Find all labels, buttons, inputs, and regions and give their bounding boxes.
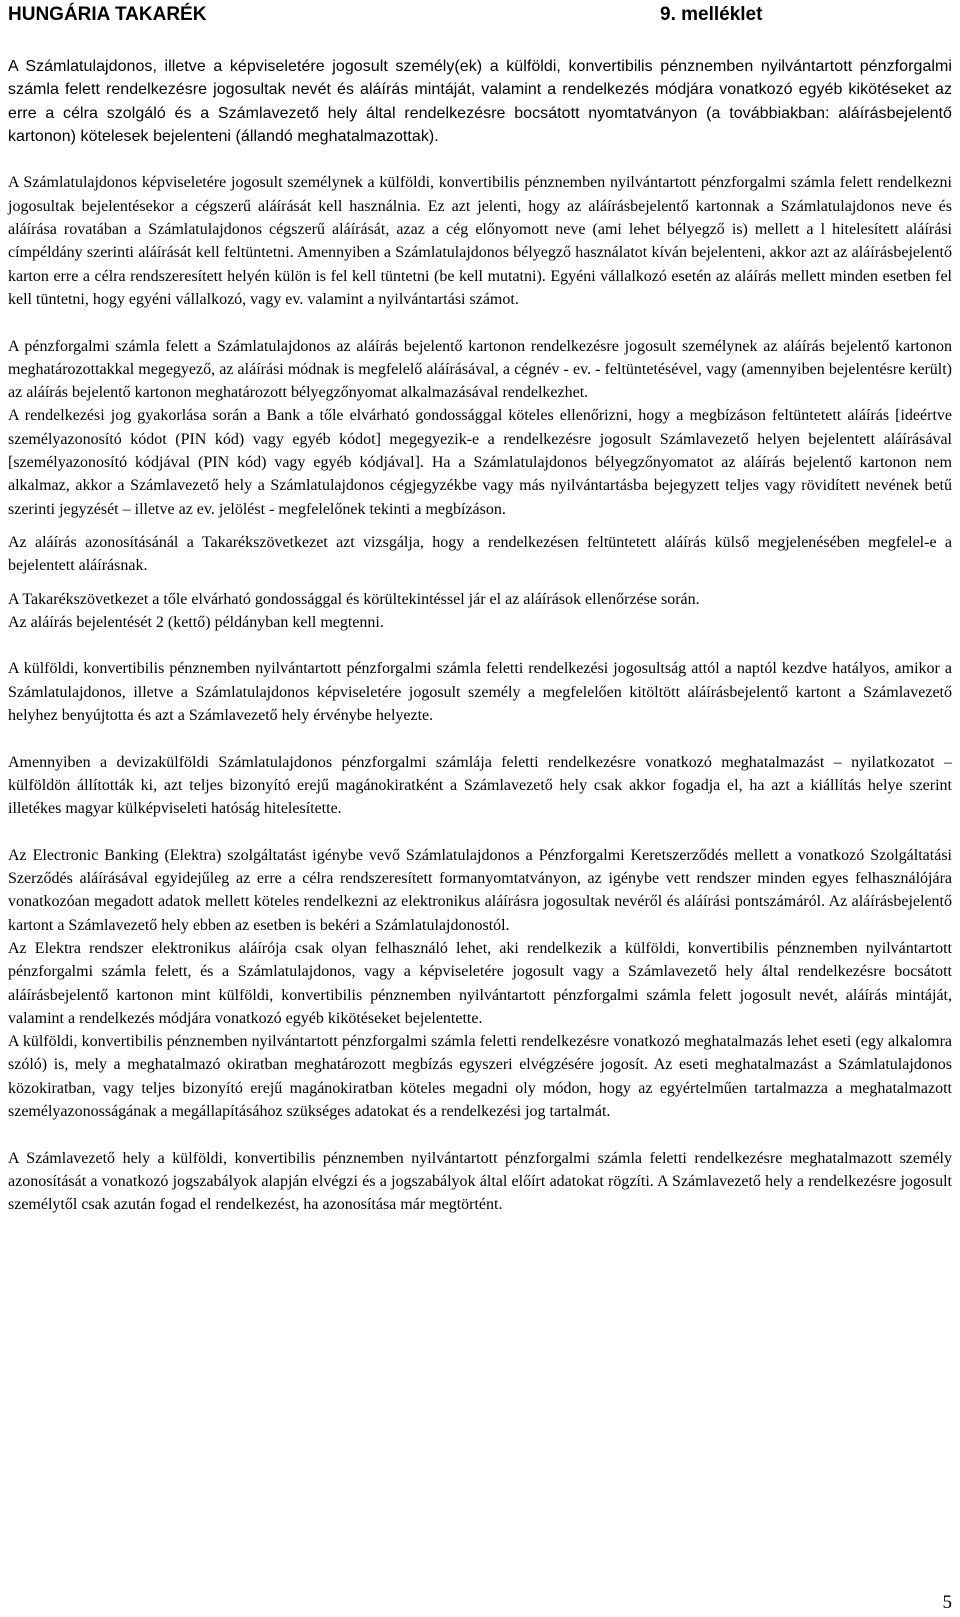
paragraph-disposal-right: A pénzforgalmi számla felett a Számlatulajdonos az aláírás bejelentő kartonon rendelkezésre jogosult személynek az aláírás bejelentő kartonon meghatározottakkal megegyező, az aláírási módnak is megfelelő aláírásával, a cégnév - ev. - feltüntetésével, vagy (amennyiben bejelentésre került) az aláírás bejelentő kartonon meghatározott bélyegzőnyomat alkalmazásával rendelkezhet. <box>8 337 952 402</box>
annex-label: 9. melléklet <box>660 4 763 25</box>
company-name: HUNGÁRIA TAKARÉK <box>8 4 207 25</box>
paragraph-bank-verification: A rendelkezési jog gyakorlása során a Bank a tőle elvárható gondossággal köteles ellenőrizni, hogy a megbízáson feltüntetett aláírás [ideértve személyazonosító kódot (PIN kód) vagy egyéb kódot] megegyezik-e a rendelkezésre jogosult Számlavezető helyen bejelentett aláírásával [személyazonosító kódjával (PIN kód) vagy egyéb kódjával]. Ha a Számlatulajdonos bélyegzőnyomatot az aláírás bejelentő kartonon nem alkalmaz, akkor a Számlavezető hely a Számlatulajdonos cégjegyzékbe vagy más nyilvántartásba bejegyzett teljes vagy rövidített nevének betű szerinti jegyzését – illetve az ev. jelölést - megfelelőnek tekinti a megbízáson. <box>8 407 952 518</box>
page-number: 5 <box>942 1592 952 1613</box>
paragraph-signature-identification: Az aláírás azonosításánál a Takarékszövetkezet azt vizsgálja, hogy a rendelkezésen feltüntetett aláírás külső megjelenésében megfelel-e a bejelentett aláírásnak. <box>8 533 952 575</box>
paragraph-company-signature: A Számlatulajdonos képviseletére jogosult személynek a külföldi, konvertibilis pénznemben nyilvántartott pénzforgalmi számla felett rendelkezni jogosultak bejelentésekor a cégszerű aláírását kell használnia. Ez azt jelenti, hogy az aláírásbejelentő kartonnak a Számlatulajdonos neve és aláírása rovatában a Számlatulajdonos cégszerű aláírását, azaz a cég előnyomott neve (ami lehet bélyegző is) mellett a l hitelesített aláírási címpéldány szerinti aláírását kell feltüntetni. Amennyiben a Számlatulajdonos bélyegző használatot kíván bejelenteni, akkor azt az aláírásbejelentő karton erre a célra rendszeresített helyén külön is fel kell tüntetni (be kell mutatni). Egyéni vállalkozó esetén az aláírás mellett minden esetben fel kell tüntetni, hogy egyéni vállalkozó, vagy ev. valamint a nyilvántartási számot. <box>8 174 952 308</box>
paragraph-foreign-authorization: Amennyiben a devizakülföldi Számlatulajdonos pénzforgalmi számlája feletti rendelkezésre vonatkozó meghatalmazást – nyilatkozatot – külföldön állították ki, azt teljes bizonyító erejű magánokiratként a Számlavezető hely csak akkor fogadja el, ha azt a kiállítás helye szerint illetékes magyar külképviseleti hatóság hitelesítette. <box>8 753 952 818</box>
paragraph-identification: A Számlavezető hely a külföldi, konvertibilis pénznemben nyilvántartott pénzforgalmi számla feletti rendelkezésre meghatalmazott személy azonosítását a vonatkozó jogszabályok alapján elvégzi és a jogszabályok által előírt adatokat rögzíti. A Számlavezető hely a rendelkezésre jogosult személytől csak azután fogad el rendelkezést, ha azonosítása már megtörtént. <box>8 1149 952 1214</box>
paragraph-electronic-banking: Az Electronic Banking (Elektra) szolgáltatást igénybe vevő Számlatulajdonos a Pénzforgalmi Keretszerződés mellett a vonatkozó Szolgáltatási Szerződés aláírásával egyidejűleg az erre a célra rendszeresített formanyomtatványon, az igénybe vett rendszer minden egyes felhasználójára vonatkozóan megadott adatok mellett köteles rendelkezni az elektronikus aláírásra jogosultak nevéről és aláírási pontszámáról. Az aláírásbejelentő kartont a Számlavezető hely ebben az esetben is bekéri a Számlatulajdonostól. <box>8 846 952 934</box>
paragraph-one-time-authorization: A külföldi, konvertibilis pénznemben nyilvántartott pénzforgalmi számla feletti rendelkezésre vonatkozó meghatalmazás lehet eseti (egy alkalomra szóló) is, mely a meghatalmazó okiratban meghatározott megbízás egyszeri elvégzésére jogosít. Az eseti meghatalmazást a Számlatulajdonos közokiratban, vagy teljes bizonyító erejű magánokiratban köteles megadni oly módon, hogy az egyértelműen tartalmazza a meghatalmazott személyazonosságának a megállapításához szükséges adatokat és a rendelkezési jog tartalmát. <box>8 1033 952 1121</box>
paragraph-two-copies: Az aláírás bejelentését 2 (kettő) példányban kell megtenni. <box>8 613 384 631</box>
paragraph-elektra-signer: Az Elektra rendszer elektronikus aláírója csak olyan felhasználó lehet, aki rendelkezik a külföldi, konvertibilis pénznemben nyilvántartott pénzforgalmi számla felett, és a Számlatulajdonos, vagy a képviseletére jogosult vagy a Számlavezető hely által rendelkezésre bocsátott aláírásbejelentő kartonon mint külföldi, konvertibilis pénznemben nyilvántartott pénzforgalmi számla felett jogosult nevét, aláírás mintáját, valamint a rendelkezés módjára vonatkozó egyéb kikötéseket bejelentette. <box>8 939 952 1027</box>
document-body <box>8 55 952 1217</box>
paragraph-due-diligence: A Takarékszövetkezet a tőle elvárható gondossággal és körültekintéssel jár el az aláírások ellenőrzése során. <box>8 590 700 608</box>
paragraph-effective-date: A külföldi, konvertibilis pénznemben nyilvántartott pénzforgalmi számla feletti rendelkezési jogosultság attól a naptól kezdve hatályos, amikor a Számlatulajdonos, illetve a Számlatulajdonos képviseletére jogosult személy a megfelelően kitöltött aláírásbejelentő kartont a Számlavezető helyhez benyújtotta és azt a Számlavezető hely érvénybe helyezte. <box>8 660 952 725</box>
paragraph-signature-registration: A Számlatulajdonos, illetve a képviseletére jogosult személy(ek) a külföldi, konvertibilis pénznemben nyilvántartott pénzforgalmi számla felett rendelkezésre jogosultak nevét és aláírás mintáját, valamint a rendelkezés módjára vonatkozó egyéb kikötéseket az erre a célra szolgáló és a Számlavezető hely által rendelkezésre bocsátott nyomtatványon (a továbbiakban: aláírásbejelentő kartonon) kötelesek bejelenteni (állandó meghatalmazottak). <box>8 58 952 145</box>
page-header <box>8 4 952 30</box>
